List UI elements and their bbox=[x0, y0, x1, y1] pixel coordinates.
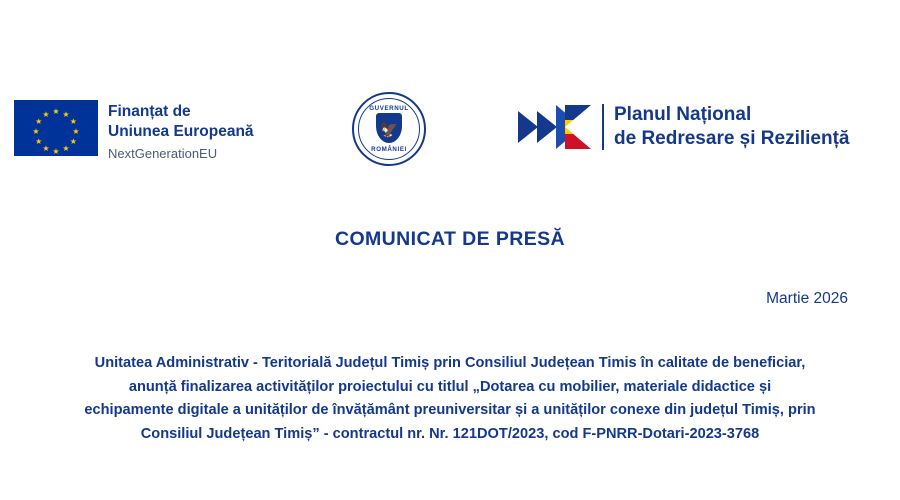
eu-text-line-1: Finanțat de bbox=[108, 103, 191, 120]
pnrr-divider bbox=[602, 104, 604, 150]
eu-logo-text bbox=[108, 100, 254, 163]
paragraph-line: anunță finalizarea activităților proiectului cu titlul „Dotarea cu mobilier, materiale didactice și bbox=[128, 378, 772, 395]
paragraph-line: Consiliul Județean Timiș” - contractul nr. Nr. 121DOT/2023, cod F-PNRR-Dotari-2023-3768 bbox=[140, 425, 760, 442]
press-release-paragraph bbox=[20, 352, 880, 447]
pnrr-arrows-icon bbox=[518, 102, 596, 152]
pnrr-logo-text bbox=[614, 103, 850, 151]
pnrr-text-line-1: Planul Național bbox=[614, 104, 752, 126]
romania-crest-icon: 🦅 bbox=[376, 113, 402, 145]
eu-text-line-2: Uniunea Europeană bbox=[108, 122, 254, 140]
eu-text-nextgeneration: NextGenerationEU bbox=[108, 145, 218, 161]
government-seal-bottom-text: ROMÂNIEI bbox=[371, 146, 407, 153]
government-seal-top-text: GUVERNUL bbox=[369, 105, 409, 112]
pnrr-text-line-2: de Redresare și Reziliență bbox=[614, 128, 850, 149]
paragraph-line: Unitatea Administrativ - Teritorială Județul Timiș prin Consiliul Județean Timis în calitate de beneficiar, bbox=[94, 355, 806, 371]
paragraph-line: echipamente digitale a unităților de învățământ preuniversitar și a unităților conexe din județul Timiș, prin bbox=[84, 402, 816, 419]
government-seal-logo bbox=[352, 92, 430, 170]
pnrr-logo bbox=[518, 102, 850, 152]
eu-flag-icon bbox=[14, 100, 98, 156]
document-date: Martie 2026 bbox=[766, 290, 848, 307]
eu-funding-logo bbox=[14, 100, 254, 163]
government-seal-icon bbox=[352, 92, 426, 166]
page-title: COMUNICAT DE PRESĂ bbox=[334, 228, 565, 250]
eu-stars-circle: ★ ★ ★ ★ ★ ★ ★ ★ ★ ★ ★ ★ bbox=[32, 107, 80, 156]
logo-strip bbox=[0, 92, 900, 182]
